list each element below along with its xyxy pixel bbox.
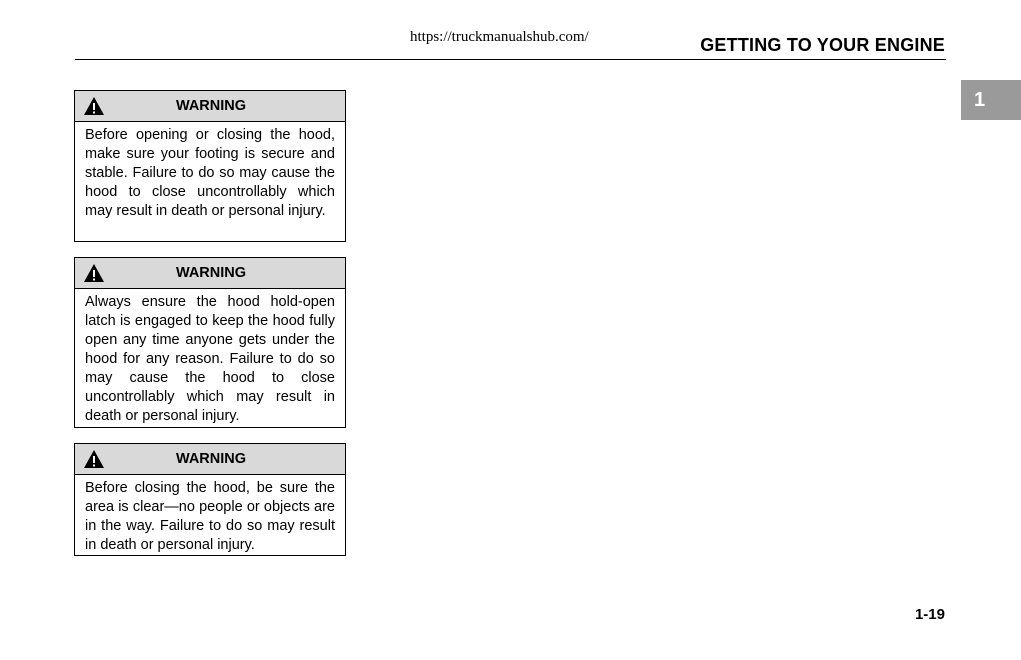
warning-title: WARNING — [175, 98, 247, 114]
header-rule — [75, 59, 946, 60]
warning-text: Before opening or closing the hood, make sure your footing is secure and stable. Failure to do so may cause the hood to close uncontrollably which may result in death or personal injury. — [85, 127, 335, 219]
warning-box — [74, 257, 346, 428]
warning-title: WARNING — [175, 265, 247, 281]
warning-title: WARNING — [175, 451, 247, 467]
warning-text: Always ensure the hood hold-open latch is engaged to keep the hood fully open any time anyone gets under the hood for any reason. Failure to do so may cause the hood to close uncontrollably which may result in death or personal injury. — [85, 294, 335, 424]
section-title: GETTING TO YOUR ENGINE — [700, 35, 945, 55]
warning-text: Before closing the hood, be sure the area is clear—no people or objects are in the way. Failure to do so may result in death or personal injury. — [85, 480, 335, 553]
warning-box — [74, 90, 346, 242]
warning-header — [75, 258, 345, 289]
warning-header — [75, 444, 345, 475]
chapter-tab: 1 — [961, 80, 1021, 120]
warning-box — [74, 443, 346, 556]
url-watermark: https://truckmanualshub.com/ — [410, 29, 589, 45]
warning-header — [75, 91, 345, 122]
page-number: 1-19 — [914, 606, 945, 623]
